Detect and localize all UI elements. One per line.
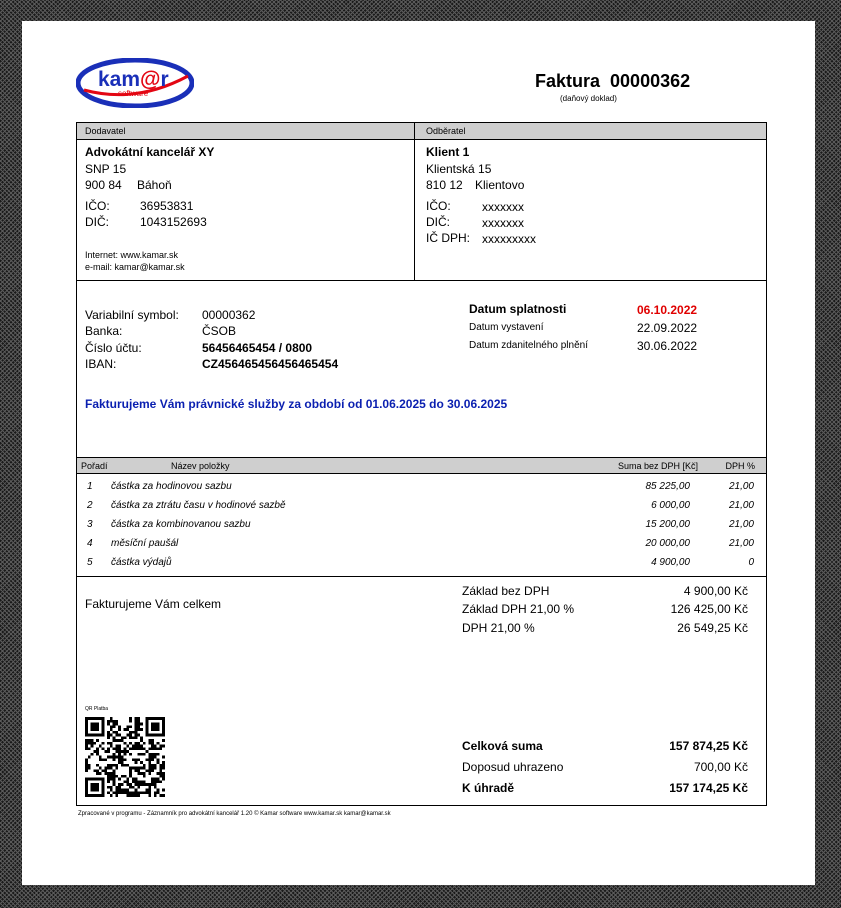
due-amount: 157 174,25	[669, 781, 730, 795]
supplier-street: SNP 15	[85, 162, 127, 176]
currency: Kč	[733, 621, 748, 635]
supplier-email: e-mail: kamar@kamar.sk	[85, 262, 185, 272]
item-sum: 4 900,00	[651, 557, 690, 568]
customer-street: Klientská 15	[426, 162, 492, 176]
taxable-date-value: 30.06.2022	[637, 339, 698, 353]
invoice-text: Fakturujeme Vám právnické služby za období od 01.06.2025 do 30.06.2025	[85, 397, 508, 411]
customer-zip: 810 12	[426, 178, 463, 192]
base-nonvat-label: Základ bez DPH	[462, 584, 550, 598]
item-name: částka výdajů	[111, 557, 172, 568]
item-row-2	[77, 500, 766, 516]
iban-value: CZ456465456456465454	[202, 357, 339, 371]
due-label: K úhradě	[462, 781, 515, 795]
supplier-name: Advokátní kancelář XY	[85, 145, 215, 159]
logo-prefix: kam	[98, 68, 141, 91]
footer-note: Zpracované v programu - Záznamník pro advokátní kancelář 1.20 © Kamar software www.kamar.sk kamar@kamar.sk	[78, 811, 391, 817]
item-sum: 85 225,00	[645, 481, 690, 492]
item-name: částka za ztrátu času v hodinové sazbě	[111, 500, 286, 511]
customer-name: Klient 1	[426, 145, 470, 159]
item-order: 2	[87, 500, 93, 511]
invoice-title	[535, 71, 690, 92]
customer-icdph: xxxxxxxxx	[482, 232, 536, 246]
customer-ico-label: IČO:	[426, 199, 451, 213]
logo-tagline: software	[118, 89, 149, 98]
currency: Kč	[732, 781, 748, 795]
base-vat-label: Základ DPH 21,00 %	[462, 602, 575, 616]
item-vat: 21,00	[728, 500, 754, 511]
supplier-dic: 1043152693	[140, 215, 207, 229]
item-vat: 0	[748, 557, 754, 568]
paid-value	[694, 760, 748, 774]
customer-label: Odběratel	[426, 126, 466, 136]
parties-box	[76, 122, 767, 281]
base-vat-amount: 126 425,00	[670, 602, 731, 616]
item-row-1	[77, 481, 766, 497]
items-header-vat: DPH %	[725, 461, 755, 471]
item-name: částka za kombinovanou sazbu	[111, 519, 251, 530]
kamar-logo	[76, 58, 194, 108]
item-vat: 21,00	[728, 519, 754, 530]
supplier-city: Báhoň	[137, 178, 172, 192]
vat-amount: 26 549,25	[677, 621, 731, 635]
logo-suffix: r	[160, 68, 169, 91]
item-vat: 21,00	[728, 481, 754, 492]
parties-header	[77, 123, 766, 140]
item-order: 5	[87, 557, 93, 568]
supplier-dic-label: DIČ:	[85, 215, 109, 229]
iban-label: IBAN:	[85, 357, 117, 371]
account-value: 56456465454 / 0800	[202, 341, 313, 355]
item-order: 3	[87, 519, 93, 530]
vs-label: Variabilní symbol:	[85, 308, 179, 322]
svg-text:kam@r	[98, 68, 169, 91]
supplier-label: Dodavatel	[85, 126, 126, 136]
item-row-4	[77, 538, 766, 554]
item-row-5	[77, 557, 766, 573]
item-name: měsíční paušál	[111, 538, 179, 549]
item-order: 4	[87, 538, 93, 549]
item-sum: 6 000,00	[651, 500, 690, 511]
total-amount: 157 874,25	[669, 739, 730, 753]
total-value	[669, 739, 748, 753]
bank-label: Banka:	[85, 324, 123, 338]
invoice-page	[22, 21, 815, 885]
customer-dic-label: DIČ:	[426, 215, 450, 229]
items-header-sum: Suma bez DPH [Kč]	[617, 461, 698, 471]
paid-amount: 700,00	[693, 760, 731, 774]
supplier-zip: 900 84	[85, 178, 122, 192]
items-header-name: Název položky	[171, 461, 230, 471]
supplier-ico: 36953831	[140, 199, 194, 213]
supplier-internet: Internet: www.kamar.sk	[85, 250, 179, 260]
item-name: částka za hodinovou sazbu	[111, 481, 232, 492]
item-sum: 15 200,00	[645, 519, 690, 530]
currency: Kč	[733, 760, 748, 774]
qr-code-image	[85, 717, 165, 797]
vs-value: 00000362	[202, 308, 256, 322]
base-nonvat-value	[684, 584, 748, 598]
due-value	[669, 781, 748, 795]
item-sum: 20 000,00	[645, 538, 690, 549]
invoice-title-word: Faktura	[535, 71, 601, 91]
currency: Kč	[733, 602, 748, 616]
issued-date-label: Datum vystavení	[469, 322, 544, 333]
totals-intro: Fakturujeme Vám celkem	[85, 597, 222, 611]
items-header-order: Pořadí	[81, 461, 108, 471]
customer-ico: xxxxxxx	[482, 200, 524, 214]
account-label: Číslo účtu:	[85, 341, 142, 355]
customer-dic: xxxxxxx	[482, 216, 524, 230]
base-nonvat-amount: 4 900,00	[683, 584, 731, 598]
supplier-ico-label: IČO:	[85, 199, 110, 213]
vat-label: DPH 21,00 %	[462, 621, 535, 635]
vat-value	[677, 621, 748, 635]
currency: Kč	[733, 584, 748, 598]
issued-date-value: 22.09.2022	[637, 321, 698, 335]
qr-label: QR Platba	[85, 706, 109, 712]
item-vat: 21,00	[728, 538, 754, 549]
due-date-label: Datum splatnosti	[469, 302, 567, 316]
logo-at: @	[140, 68, 161, 91]
invoice-subtitle: (daňový doklad)	[560, 94, 617, 103]
paid-label: Doposud uhrazeno	[462, 760, 564, 774]
item-row-3	[77, 519, 766, 535]
invoice-number: 00000362	[610, 71, 691, 91]
due-date-value: 06.10.2022	[637, 303, 698, 317]
taxable-date-label: Datum zdanitelného plnění	[469, 340, 588, 351]
total-label: Celková suma	[462, 739, 543, 753]
parties-divider	[414, 123, 415, 280]
currency: Kč	[732, 739, 748, 753]
invoice-body-box	[76, 280, 767, 806]
base-vat-value	[671, 602, 748, 616]
totals-divider	[77, 576, 766, 577]
customer-city: Klientovo	[475, 178, 525, 192]
item-order: 1	[87, 481, 93, 492]
bank-value: ČSOB	[202, 324, 237, 338]
customer-icdph-label: IČ DPH:	[426, 231, 471, 245]
